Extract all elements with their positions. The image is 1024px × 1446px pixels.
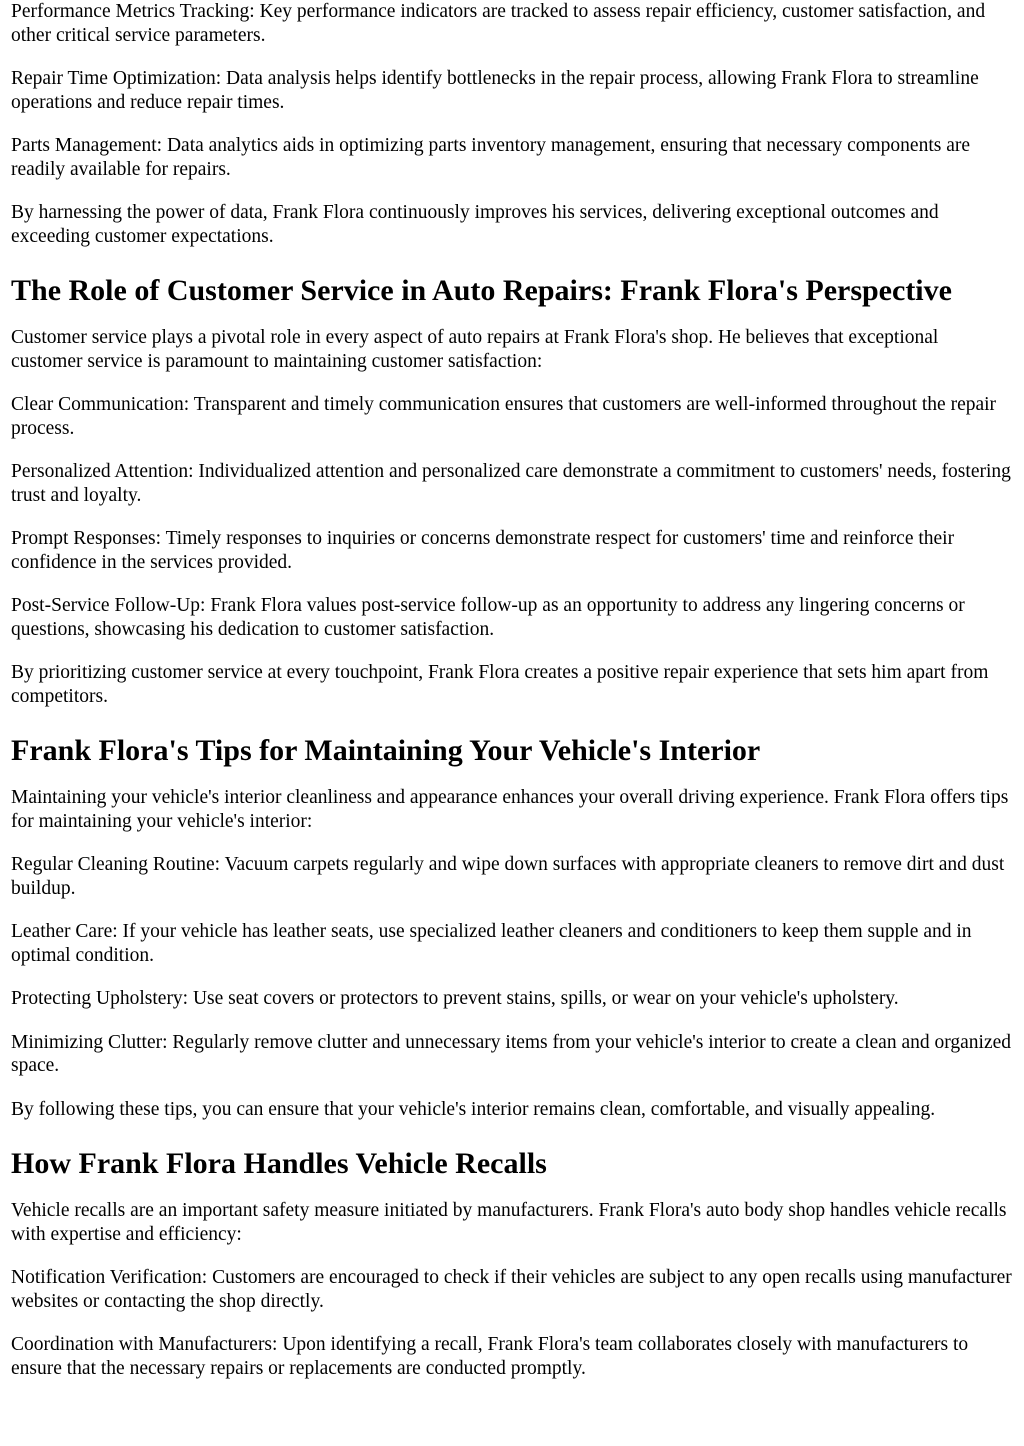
paragraph: Maintaining your vehicle's interior cleanliness and appearance enhances your overall driving experience. Frank Flora offers tips for maintaining your vehicle's interior: (11, 787, 1009, 832)
paragraph: Regular Cleaning Routine: Vacuum carpets regularly and wipe down surfaces with appropriate cleaners to remove dirt and dust buildup. (11, 854, 1005, 899)
paragraph: Protecting Upholstery: Use seat covers or protectors to prevent stains, spills, or wear on your vehicle's upholstery. (11, 988, 899, 1009)
paragraph: Repair Time Optimization: Data analysis helps identify bottlenecks in the repair process, allowing Frank Flora to streamline operations and reduce repair times. (11, 68, 979, 113)
paragraph: Minimizing Clutter: Regularly remove clutter and unnecessary items from your vehicle's interior to create a clean and organized space. (11, 1031, 1012, 1076)
paragraph: By prioritizing customer service at every touchpoint, Frank Flora creates a positive repair experience that sets him apart from competitors. (11, 662, 989, 707)
paragraph: By following these tips, you can ensure that your vehicle's interior remains clean, comfortable, and visually appealing. (11, 1098, 936, 1120)
paragraph: Personalized Attention: Individualized attention and personalized care demonstrate a commitment to customers' needs, fostering trust and loyalty. (11, 461, 1011, 506)
section-customer-service (11, 273, 1013, 708)
paragraph: Parts Management: Data analytics aids in optimizing parts inventory management, ensuring that necessary components are readily available for repairs. (11, 135, 971, 180)
section-heading: Frank Flora's Tips for Maintaining Your Vehicle's Interior (11, 734, 761, 767)
section-interior-tips (11, 733, 1013, 1121)
section-heading: The Role of Customer Service in Auto Repairs: Frank Flora's Perspective (11, 274, 952, 307)
paragraph: Coordination with Manufacturers: Upon identifying a recall, Frank Flora's team collaborates closely with manufacturers to ensure that the necessary repairs or replacements are conducted promptly. (11, 1334, 969, 1379)
paragraph: Prompt Responses: Timely responses to inquiries or concerns demonstrate respect for customers' time and reinforce their confidence in the services provided. (11, 528, 955, 573)
paragraph: Post-Service Follow-Up: Frank Flora values post-service follow-up as an opportunity to address any lingering concerns or questions, showcasing his dedication to customer satisfaction. (11, 595, 965, 640)
paragraph: Leather Care: If your vehicle has leather seats, use specialized leather cleaners and conditioners to keep them supple and in optimal condition. (11, 921, 972, 966)
paragraph: Notification Verification: Customers are encouraged to check if their vehicles are subject to any open recalls using manufacturer websites or contacting the shop directly. (11, 1267, 1012, 1312)
paragraph: By harnessing the power of data, Frank Flora continuously improves his services, delivering exceptional outcomes and exceeding customer expectations. (11, 202, 939, 247)
paragraph: Clear Communication: Transparent and timely communication ensures that customers are well-informed throughout the repair process. (11, 394, 997, 439)
section-data-analytics (11, 0, 1013, 248)
section-heading: How Frank Flora Handles Vehicle Recalls (11, 1147, 547, 1180)
paragraph: Customer service plays a pivotal role in every aspect of auto repairs at Frank Flora's shop. He believes that exceptional customer service is paramount to maintaining customer satisfaction: (11, 327, 939, 372)
paragraph: Performance Metrics Tracking: Key performance indicators are tracked to assess repair efficiency, customer satisfaction, and other critical service parameters. (11, 1, 986, 46)
section-vehicle-recalls (11, 1146, 1013, 1380)
paragraph: Vehicle recalls are an important safety measure initiated by manufacturers. Frank Flora's auto body shop handles vehicle recalls with expertise and efficiency: (11, 1200, 1007, 1245)
